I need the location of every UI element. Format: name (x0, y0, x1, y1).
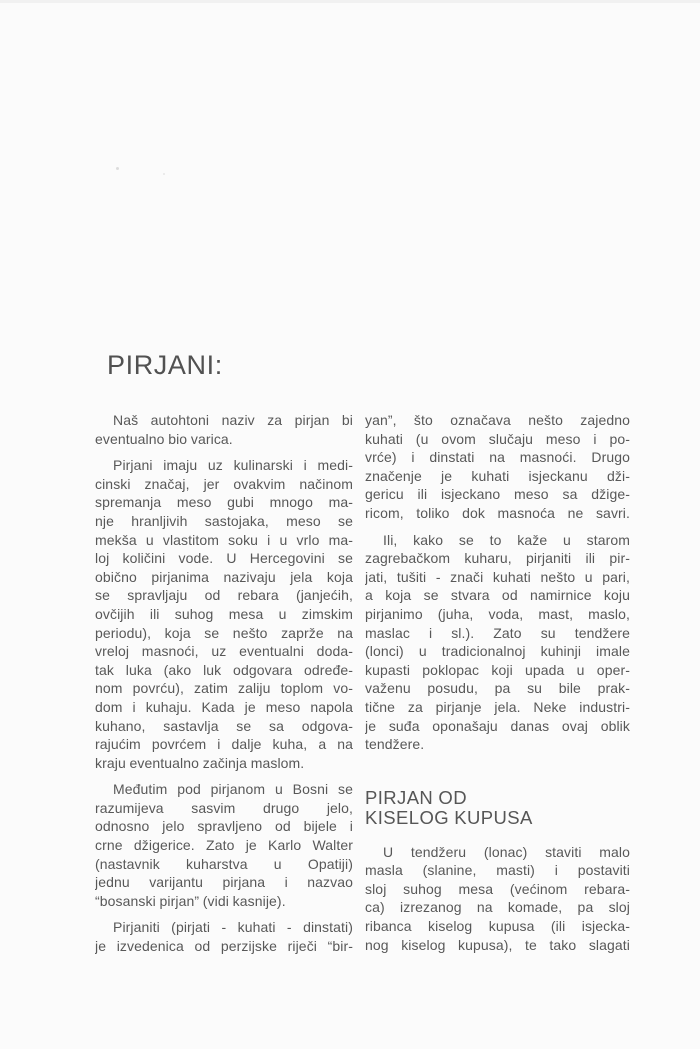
text-line: tične za pirjanje jela. Neke industri- (365, 698, 630, 715)
text-line: važenu posudu, pa su bile prak- (365, 680, 630, 697)
text-line: Pirjani imaju uz kulinarski i medi- (113, 457, 353, 474)
text-line: (lonci) u tradicionalnoj kuhinji imale (365, 643, 630, 660)
text-line: vreloj masnoći, uz eventualni doda- (95, 643, 353, 660)
page-title: PIRJANI: (107, 350, 223, 380)
text-line: je suđa oponašaju danas ovaj oblik (365, 717, 630, 734)
text-line: loj količini vode. U Hercegovini se (95, 550, 353, 567)
text-line: odnosno jelo spravljeno od bijele i (95, 818, 353, 835)
text-line: tak luka (ako luk odgovara određe- (95, 661, 353, 678)
text-line: dom i kuhaju. Kada je meso napola (95, 698, 353, 715)
text-line: crne džigerice. Zato je Karlo Walter (95, 837, 353, 854)
text-line: nom povrću), zatim zaliju toplom vo- (95, 680, 353, 697)
right-column (365, 411, 630, 962)
section-heading-line: KISELOG KUPUSA (365, 807, 533, 829)
text-line: jednu varijantu pirjana i nazvao (95, 874, 353, 891)
scan-artifact (116, 167, 119, 170)
text-line: yan”, što označava nešto zajedno (365, 412, 630, 428)
left-column (95, 411, 353, 964)
text-line: Ili, kako se to kaže u starom (383, 531, 630, 548)
text-line: “bosanski pirjan” (vidi kasnije). (95, 892, 286, 909)
text-line: nog kiselog kupusa), te tako slagati (365, 936, 630, 953)
paragraph (365, 843, 630, 955)
paragraph (95, 918, 353, 955)
text-line: tendžere. (365, 736, 425, 753)
text-line: ribanca kiselog kupusa (ili isjecka- (365, 918, 630, 935)
text-line: kraju eventualno začinja maslom. (95, 754, 305, 771)
scan-artifact (163, 173, 165, 175)
text-line: (nastavnik kuharstva u Opatiji) (95, 855, 353, 872)
text-line: masla (slanine, masti) i postaviti (365, 862, 630, 879)
section-heading-line: PIRJAN OD (365, 786, 467, 808)
text-line: ca) izrezanog na komade, pa sloj (365, 899, 630, 916)
text-line: ricom, toliko dok masnoća ne savri. (365, 504, 630, 521)
text-line: sloj suhog mesa (većinom rebara- (365, 880, 630, 897)
text-line: kuhano, sastavlja se sa odgova- (95, 717, 353, 734)
text-line: obično pirjanima nazivaju jela koja (95, 568, 353, 585)
text-line: U tendžeru (lonac) staviti malo (383, 843, 630, 860)
text-line: periodu), koja se nešto zaprže na (95, 624, 353, 641)
text-line: kuhati (u ovom slučaju meso i po- (365, 430, 630, 447)
paragraph (95, 411, 353, 448)
text-line: značenje je kuhati isjeckanu dži- (365, 467, 630, 484)
text-line: jati, tušiti - znači kuhati nešto u pari, (365, 568, 630, 585)
text-line: vrće) i dinstati na masnoći. Drugo (365, 449, 630, 466)
text-line: mekša u vlastitom soku i u vrlo ma- (95, 531, 353, 548)
text-line: je izvedenica od perzijske riječi “bir- (95, 938, 353, 955)
text-line: gericu ili isjeckano meso sa džige- (365, 486, 630, 503)
text-line: Pirjaniti (pirjati - kuhati - dinstati) (113, 919, 353, 936)
text-line: a koja se stvara od namirnice koju (365, 587, 630, 604)
text-line: maslac i sl.). Zato su tendžere (365, 624, 630, 641)
paragraph (95, 456, 353, 772)
text-line: eventualno bio varica. (95, 430, 233, 447)
text-line: rajućim povrćem i dalje kuha, a na (95, 736, 353, 753)
text-line: zagrebačkom kuharu, pirjaniti ili pir- (365, 550, 630, 567)
text-line: Međutim pod pirjanom u Bosni se (113, 781, 353, 798)
text-line: kupasti poklopac koji upada u oper- (365, 661, 630, 678)
text-line: Naš autohtoni naziv za pirjan bi (113, 412, 353, 428)
paragraph (95, 780, 353, 910)
text-line: cinski značaj, jer ovakvim načinom (95, 475, 353, 492)
paragraph (365, 411, 630, 523)
text-line: nje hranljivih sastojaka, meso se (95, 512, 353, 529)
scan-edge (0, 0, 700, 3)
text-line: se spravljaju od rebara (janjećih, (95, 587, 353, 604)
section-heading (365, 788, 630, 829)
text-line: spremanja meso gubi mnogo ma- (95, 494, 353, 511)
text-line: razumijeva sasvim drugo jelo, (95, 799, 353, 816)
text-line: pirjanimo (juha, voda, mast, maslo, (365, 605, 630, 622)
paragraph (365, 531, 630, 754)
text-line: ovčijih ili suhog mesa u zimskim (95, 605, 353, 622)
